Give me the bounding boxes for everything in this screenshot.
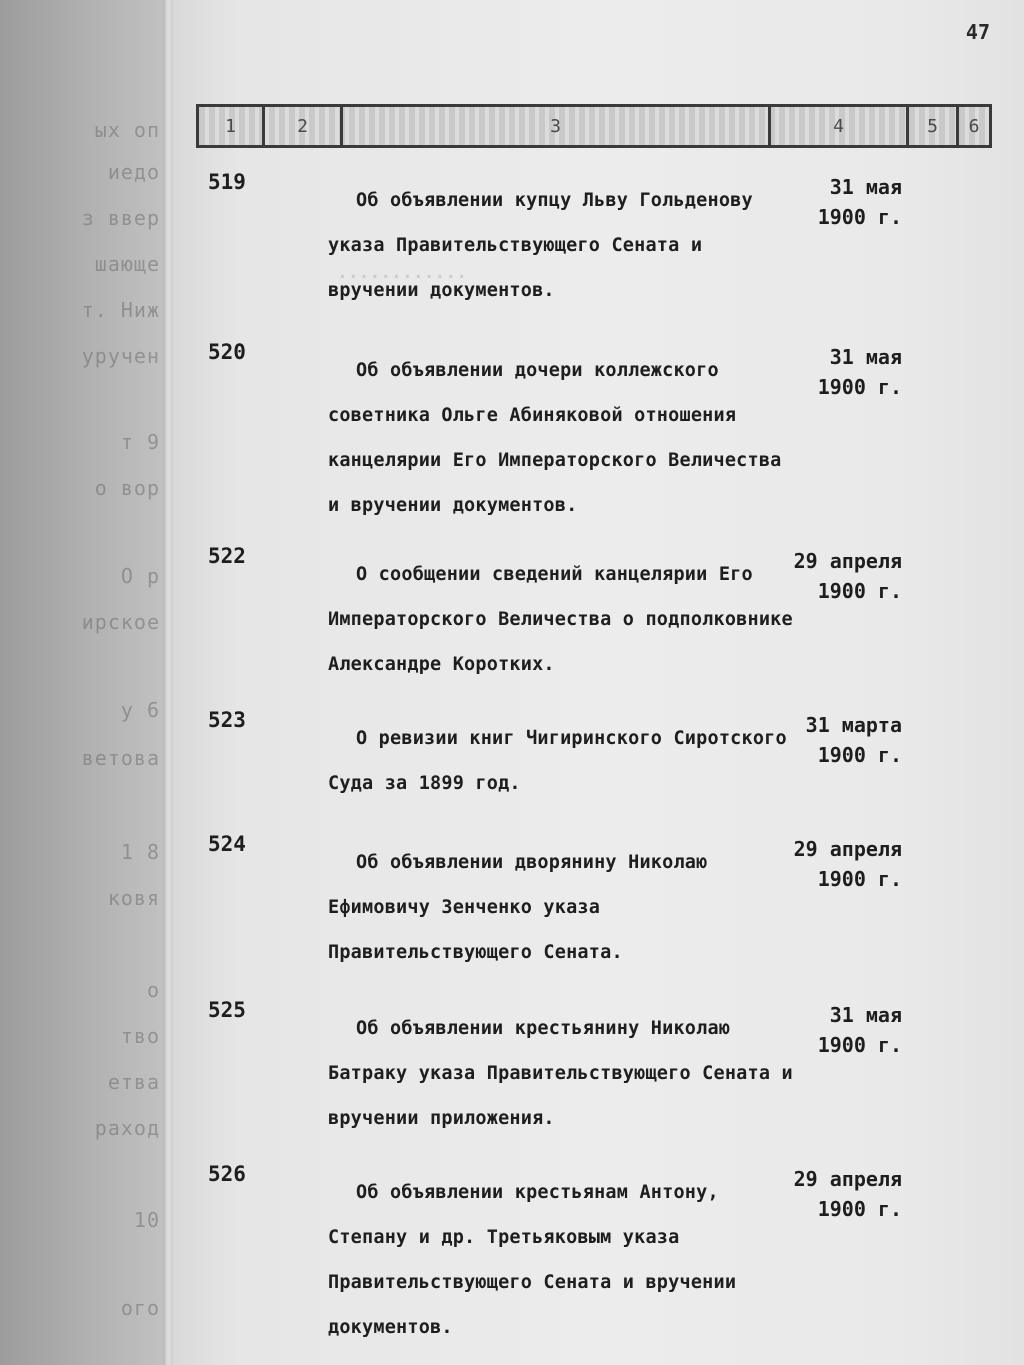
header-col-1: 1: [199, 107, 265, 145]
header-col-4: 4: [771, 107, 909, 145]
record-date: [782, 172, 902, 232]
record-description: О ревизии книг Чигиринского Сиротского Суда за 1899 год.: [328, 728, 787, 794]
column-header-strip: [196, 104, 992, 148]
record-date-year: 1900 г.: [817, 1197, 902, 1221]
record-date-year: 1900 г.: [817, 1033, 902, 1057]
record-date: [782, 1164, 902, 1224]
header-col-5: 5: [909, 107, 959, 145]
record-number: 520: [208, 340, 246, 364]
record-date-year: 1900 г.: [817, 579, 902, 603]
record-number: 523: [208, 708, 246, 732]
left-page-edge: ых оп иедо з ввер шающе т. Ниж уручен т 9 о вор О р ирское у 6 ветова 1 8 ковя о тво етва раход 10 ого: [0, 0, 168, 1365]
record-number: 525: [208, 998, 246, 1022]
bleed-through: ............: [337, 262, 468, 283]
record-date: [782, 710, 902, 770]
record-number: 524: [208, 832, 246, 856]
record-date-day: 29 апреля: [793, 1167, 902, 1191]
record-number: 522: [208, 544, 246, 568]
record-description: О сообщении сведений канцелярии Его Императорского Величества о подполковнике Александре Коротких.: [328, 564, 793, 675]
record-date-year: 1900 г.: [817, 205, 902, 229]
record-date-day: 29 апреля: [793, 549, 902, 573]
record-date-day: 31 мая: [829, 175, 902, 199]
record-date: [782, 1000, 902, 1060]
record-description: Об объявлении крестьянам Антону, Степану и др. Третьяковым указа Правительствующего Сената и вручении документов.: [328, 1182, 737, 1338]
record-date-year: 1900 г.: [817, 867, 902, 891]
record-date-day: 29 апреля: [793, 837, 902, 861]
header-col-2: 2: [265, 107, 343, 145]
record-description: Об объявлении крестьянину Николаю Батраку указа Правительствующего Сената и вручении приложения.: [328, 1018, 793, 1129]
right-page: [172, 0, 1024, 1365]
record-description: Об объявлении дворянину Николаю Ефимовичу Зенченко указа Правительствующего Сената.: [328, 852, 708, 963]
record-date: [782, 834, 902, 894]
record-date-day: 31 мая: [829, 1003, 902, 1027]
record-date-day: 31 марта: [805, 713, 902, 737]
record-date-year: 1900 г.: [817, 743, 902, 767]
record-date: [782, 546, 902, 606]
record-description: Об объявлении дочери коллежского советника Ольге Абиняковой отношения канцелярии Его Императорского Величества и вручении документов.: [328, 360, 782, 516]
page-number: 47: [965, 20, 990, 44]
header-col-3: 3: [343, 107, 771, 145]
record-number: 519: [208, 170, 246, 194]
record-number: 526: [208, 1162, 246, 1186]
header-col-6: 6: [968, 115, 980, 137]
record-description: Об объявлении купцу Льву Гольденову указа Правительствующего Сената и вручении документов.: [328, 190, 753, 301]
record-date-day: 31 мая: [829, 345, 902, 369]
record-date: [782, 342, 902, 402]
record-date-year: 1900 г.: [817, 375, 902, 399]
